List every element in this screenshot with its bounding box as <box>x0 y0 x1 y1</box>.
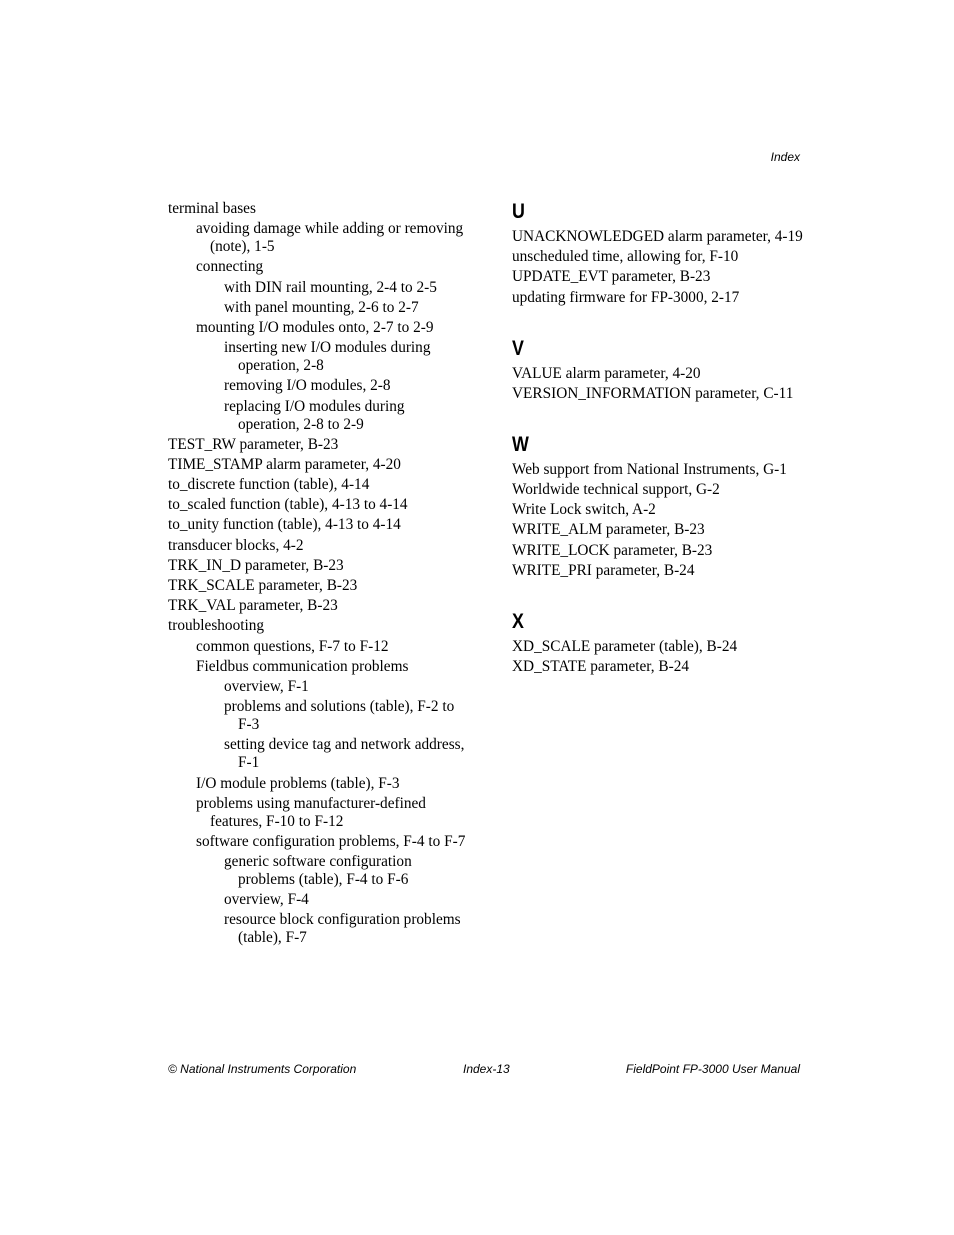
index-entry: resource block configuration problems (table), F-7 <box>224 911 461 947</box>
index-entry: to_unity function (table), 4-13 to 4-14 <box>168 516 401 534</box>
index-entry: XD_SCALE parameter (table), B-24 <box>512 637 738 655</box>
index-entry: to_discrete function (table), 4-14 <box>168 476 370 494</box>
running-header: Index <box>770 150 800 164</box>
index-entry: transducer blocks, 4-2 <box>168 536 304 554</box>
index-entry: overview, F-4 <box>224 891 309 909</box>
footer-copyright: © National Instruments Corporation <box>168 1062 357 1076</box>
index-entry: Fieldbus communication problems <box>196 657 409 675</box>
index-entry: XD_STATE parameter, B-24 <box>512 657 690 675</box>
index-column-left <box>168 200 468 947</box>
index-entry: software configuration problems, F-4 to F-7 <box>196 832 466 850</box>
index-entry: updating firmware for FP-3000, 2-17 <box>512 288 740 306</box>
index-entry: I/O module problems (table), F-3 <box>196 774 400 792</box>
index-entry: unscheduled time, allowing for, F-10 <box>512 248 739 266</box>
index-entry: setting device tag and network address, F-1 <box>224 736 465 772</box>
index-entry: WRITE_LOCK parameter, B-23 <box>512 541 713 559</box>
index-entry: TRK_SCALE parameter, B-23 <box>168 577 358 594</box>
footer-page-number: Index-13 <box>463 1062 510 1076</box>
index-entry: Web support from National Instruments, G-1 <box>512 460 787 478</box>
index-entry: troubleshooting <box>168 617 265 635</box>
index-entry: generic software configuration problems (table), F-4 to F-6 <box>224 853 412 889</box>
index-entry: TIME_STAMP alarm parameter, 4-20 <box>168 455 401 473</box>
index-entry: Write Lock switch, A-2 <box>512 501 656 519</box>
index-entry: Worldwide technical support, G-2 <box>512 480 720 498</box>
index-entry: problems using manufacturer-defined features, F-10 to F-12 <box>196 794 426 830</box>
section-heading: X <box>512 609 524 633</box>
page-footer <box>168 1062 800 1078</box>
footer-manual-title: FieldPoint FP-3000 User Manual <box>625 1062 800 1076</box>
index-section <box>512 610 812 676</box>
section-heading: V <box>512 336 524 360</box>
index-entry: TRK_IN_D parameter, B-23 <box>168 556 344 574</box>
index-entry: terminal bases <box>168 200 256 217</box>
index-entry: TRK_VAL parameter, B-23 <box>168 597 338 615</box>
index-section <box>512 337 812 403</box>
index-entry: removing I/O modules, 2-8 <box>224 377 391 395</box>
index-entry: to_scaled function (table), 4-13 to 4-14 <box>168 496 408 514</box>
section-heading: W <box>512 432 529 456</box>
index-entry: with DIN rail mounting, 2-4 to 2-5 <box>224 278 437 296</box>
index-entry: VERSION_INFORMATION parameter, C-11 <box>512 384 794 402</box>
section-heading: U <box>512 200 525 223</box>
index-section <box>512 200 812 307</box>
index-section <box>512 433 812 580</box>
index-entry: replacing I/O modules during operation, 2-8 to 2-9 <box>224 397 405 433</box>
index-entry: problems and solutions (table), F-2 to F-3 <box>224 698 455 734</box>
index-entry: UPDATE_EVT parameter, B-23 <box>512 268 711 286</box>
index-entry: mounting I/O modules onto, 2-7 to 2-9 <box>196 318 434 336</box>
index-entry: UNACKNOWLEDGED alarm parameter, 4-19 <box>512 228 803 245</box>
index-entry: VALUE alarm parameter, 4-20 <box>512 364 701 382</box>
index-entry: avoiding damage while adding or removing (note), 1-5 <box>196 220 464 256</box>
index-column-right <box>512 200 812 706</box>
index-entry: overview, F-1 <box>224 677 309 695</box>
index-entry: with panel mounting, 2-6 to 2-7 <box>224 298 419 316</box>
index-entry: WRITE_ALM parameter, B-23 <box>512 521 705 539</box>
index-entry: WRITE_PRI parameter, B-24 <box>512 561 695 579</box>
index-entry: inserting new I/O modules during operation, 2-8 <box>224 339 431 375</box>
index-entry: TEST_RW parameter, B-23 <box>168 435 339 453</box>
index-entry: connecting <box>196 258 264 276</box>
index-entry: common questions, F-7 to F-12 <box>196 637 389 655</box>
